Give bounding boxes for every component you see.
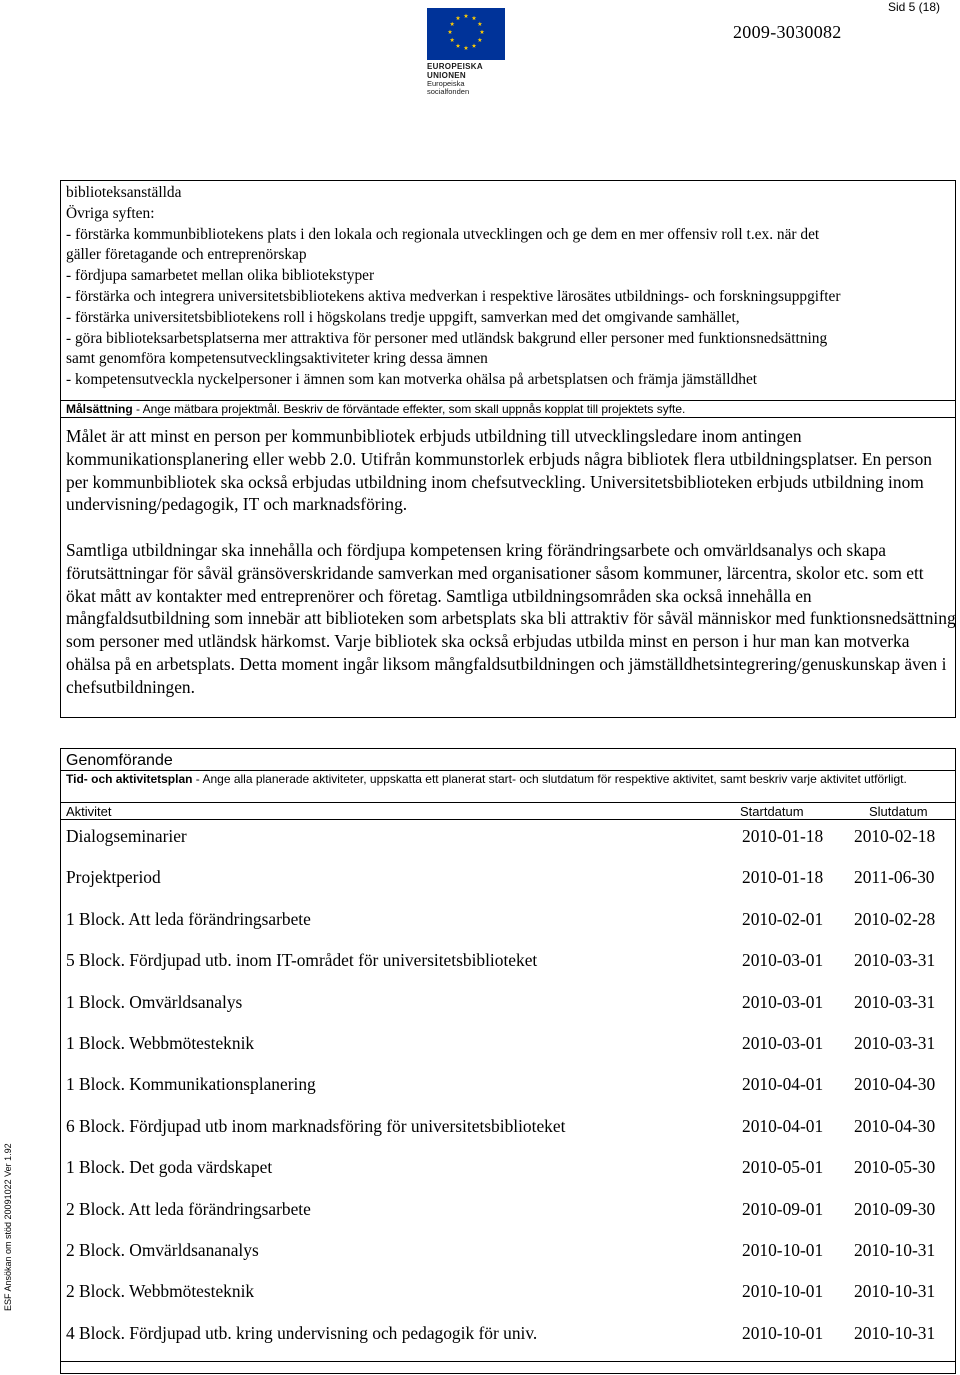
cell-start: 2010-05-01 — [742, 1157, 824, 1178]
objectives-line: - göra biblioteksarbetsplatserna mer attraktiva för personer med utländsk bakgrund eller personer med funktionsnedsättning — [66, 329, 828, 347]
cell-activity: 2 Block. Att leda förändringsarbete — [66, 1198, 311, 1219]
cell-start: 2010-04-01 — [742, 1115, 824, 1136]
table-row — [61, 1152, 955, 1193]
implementation-section — [60, 748, 956, 1374]
cell-start: 2010-04-01 — [742, 1074, 824, 1095]
cell-activity: 1 Block. Att leda förändringsarbete — [66, 908, 311, 929]
cell-start: 2010-01-18 — [742, 867, 824, 888]
plan-instruction — [61, 770, 955, 787]
objectives-line: gäller företagande och entreprenörskap — [66, 246, 307, 264]
objectives-section — [60, 180, 956, 718]
cell-end: 2010-03-31 — [854, 950, 936, 971]
cell-activity: 1 Block. Kommunikationsplanering — [66, 1074, 316, 1095]
table-row — [61, 862, 955, 903]
eu-logo-line2: Europeiska socialfonden — [427, 79, 470, 96]
table-row — [61, 1028, 955, 1069]
table-bottom-rule — [61, 1361, 955, 1362]
cell-end: 2010-02-28 — [854, 908, 936, 929]
plan-label: Tid- och aktivitetsplan — [66, 772, 193, 786]
eu-flag-icon — [427, 8, 505, 60]
objectives-line: - förstärka och integrera universitetsbibliotekens aktiva medverkan i respektive lärosätes utbildnings- och forskningsuppgifter — [66, 287, 841, 305]
table-header — [61, 802, 955, 820]
cell-start: 2010-10-01 — [742, 1239, 824, 1260]
cell-activity: Dialogseminarier — [66, 826, 187, 846]
section-title: Genomförande — [66, 752, 173, 769]
cell-start: 2010-02-01 — [742, 908, 824, 929]
goals-paragraph: Samtliga utbildningar ska innehålla och fördjupa kompetensen kring förändringsarbete och omvärldsanalys och skapa förutsättningar för såväl gränsöverskridande samverkan med organisationer såsom kommuner, lärcentra, skolor etc. som ett ökat mått av kontakter med entreprenörer och företag. Samtliga utbildningsområden ska också innehålla en mångfaldsutbildning som innebär att biblioteken som arbetsplats ska bli attraktiv för såväl människor med funktionsnedsättning som personer med utländsk härkomst. Varje bibliotek ska också erbjudas utbilda minst en person i hur man kan motverka ohälsa på en arbetsplats. Detta moment ingår liksom mångfaldsutbildningen och jämställdhetsintegrering/genuskunskap även i chefsutbildningen. — [66, 539, 956, 697]
column-header-end: Slutdatum — [869, 804, 928, 819]
objectives-line: - förstärka kommunbibliotekens plats i den lokala och regionala utvecklingen och ge dem en mer offensiv roll t.ex. när det — [66, 225, 820, 243]
objectives-line: - förstärka universitetsbibliotekens roll i högskolans tredje uppgift, samverkan med det omgivande samhället, — [66, 308, 740, 326]
cell-end: 2010-10-31 — [854, 1281, 936, 1302]
cell-activity: 2 Block. Omvärldsananalys — [66, 1239, 259, 1260]
goals-paragraph: Målet är att minst en person per kommunbibliotek erbjuds utbildning till utvecklingsledare inom antingen kommunikationsplanering eller webb 2.0. Utifrån kommunstorlek erbjuds några bibliotek flera utbildningsplatser. En person per kommunbibliotek ska också erbjudas utbildning inom chefsutveckling. Universitetsbiblioteken erbjuds utbildning inom undervisning/pedagogik, IT och marknadsföring. — [66, 426, 932, 515]
table-row — [61, 1194, 955, 1235]
table-row — [61, 1276, 955, 1317]
table-row — [61, 1235, 955, 1276]
cell-activity: 6 Block. Fördjupad utb inom marknadsföring för universitetsbiblioteket — [66, 1115, 566, 1136]
cell-end: 2011-06-30 — [854, 867, 935, 888]
objectives-line: samt genomföra kompetensutvecklingsaktiviteter kring dessa ämnen — [66, 350, 488, 368]
cell-start: 2010-10-01 — [742, 1322, 824, 1343]
cell-activity: 5 Block. Fördjupad utb. inom IT-området för universitetsbiblioteket — [66, 950, 538, 971]
table-row — [61, 1318, 955, 1359]
cell-end: 2010-03-31 — [854, 1032, 936, 1053]
cell-activity: 1 Block. Det goda värdskapet — [66, 1157, 273, 1178]
cell-start: 2010-03-01 — [742, 991, 824, 1012]
objectives-text — [66, 183, 954, 391]
cell-start: 2010-10-01 — [742, 1281, 824, 1302]
goals-instruction: - Ange mätbara projektmål. Beskriv de förväntade effekter, som skall uppnås kopplat till projektets syfte. — [132, 402, 686, 416]
cell-activity: 1 Block. Omvärldsanalys — [66, 991, 243, 1012]
table-row — [61, 1069, 955, 1110]
objectives-line: biblioteksanställda — [66, 184, 182, 201]
cell-end: 2010-09-30 — [854, 1198, 936, 1219]
cell-start: 2010-03-01 — [742, 1032, 824, 1053]
cell-start: 2010-09-01 — [742, 1198, 824, 1219]
activity-table — [61, 821, 955, 1359]
cell-end: 2010-10-31 — [854, 1239, 936, 1260]
cell-activity: 4 Block. Fördjupad utb. kring undervisning och pedagogik för univ. — [66, 1322, 538, 1343]
table-row — [61, 987, 955, 1028]
plan-instruction-text: - Ange alla planerade aktiviteter, uppskatta ett planerat start- och slutdatum för respektive aktivitet, samt beskriv varje aktivitet utförligt. — [192, 772, 907, 786]
cell-end: 2010-04-30 — [854, 1074, 936, 1095]
column-header-activity: Aktivitet — [66, 804, 112, 819]
page-number: Sid 5 (18) — [887, 0, 940, 14]
cell-activity: 2 Block. Webbmötesteknik — [66, 1281, 255, 1302]
objectives-line: Övriga syften: — [66, 204, 155, 222]
table-row — [61, 821, 955, 862]
objectives-line: - fördjupa samarbetet mellan olika bibliotekstyper — [66, 267, 375, 285]
table-row — [61, 945, 955, 986]
goals-header — [61, 400, 955, 418]
cell-end: 2010-02-18 — [854, 826, 936, 846]
cell-start: 2010-03-01 — [742, 950, 824, 971]
cell-activity: 1 Block. Webbmötesteknik — [66, 1032, 255, 1053]
cell-end: 2010-04-30 — [854, 1115, 936, 1136]
objectives-line: - kompetensutveckla nyckelpersoner i ämnen som kan motverka ohälsa på arbetsplatsen och främja jämställdhet — [66, 371, 758, 389]
column-header-start: Startdatum — [740, 804, 804, 819]
table-row — [61, 904, 955, 945]
eu-logo — [427, 8, 505, 96]
cell-end: 2010-10-31 — [854, 1322, 936, 1343]
cell-end: 2010-05-30 — [854, 1157, 936, 1178]
reference-number: 2009-3030082 — [733, 22, 842, 42]
goals-body — [66, 425, 956, 699]
goals-label: Målsättning — [66, 402, 133, 416]
cell-activity: Projektperiod — [66, 867, 161, 888]
cell-start: 2010-01-18 — [742, 826, 824, 846]
side-version-text: ESF Ansökan om stöd 20091022 Ver 1.92 — [3, 1143, 13, 1311]
eu-logo-line1: EUROPEISKA UNIONEN — [427, 62, 483, 80]
table-row — [61, 1111, 955, 1152]
cell-end: 2010-03-31 — [854, 991, 936, 1012]
